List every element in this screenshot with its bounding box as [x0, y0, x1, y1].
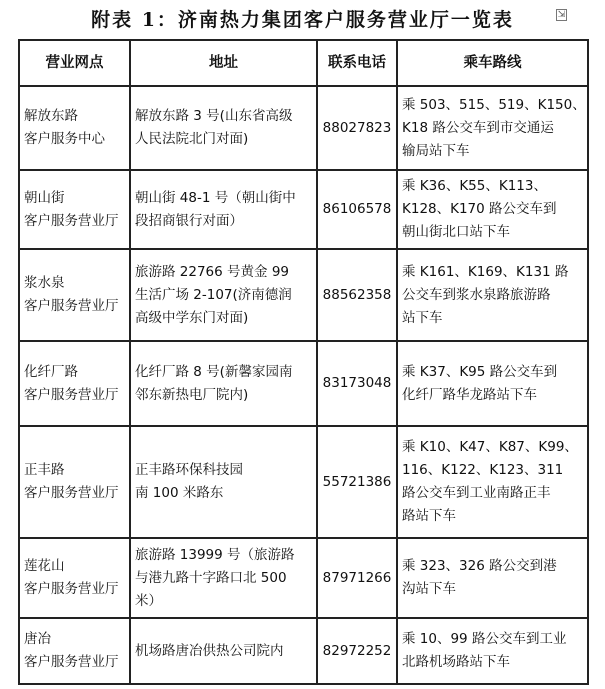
- phone-cell: 83173048: [317, 341, 397, 426]
- phone-cell: 88027823: [317, 86, 397, 170]
- branch-cell: 唐冶 客户服务营业厅: [19, 618, 130, 684]
- branch-cell: 莲花山 客户服务营业厅: [19, 538, 130, 618]
- branch-cell: 解放东路 客户服务中心: [19, 86, 130, 170]
- address-cell: 机场路唐冶供热公司院内: [130, 618, 317, 684]
- table-row: [19, 341, 588, 426]
- route-cell: 乘 10、99 路公交车到工业 北路机场路站下车: [397, 618, 588, 684]
- table-row: [19, 86, 588, 170]
- column-header-phone: 联系电话: [317, 40, 397, 86]
- table-header-row: [19, 40, 588, 86]
- branch-table: [18, 39, 589, 685]
- address-cell: 朝山街 48-1 号（朝山街中 段招商银行对面）: [130, 170, 317, 249]
- table-row: [19, 538, 588, 618]
- table-row: [19, 170, 588, 249]
- route-cell: 乘 K10、K47、K87、K99、 116、K122、K123、311 路公交车到工业南路正丰 路站下车: [397, 426, 588, 538]
- address-cell: 旅游路 22766 号黄金 99 生活广场 2-107(济南德润 高级中学东门对面): [130, 249, 317, 341]
- phone-cell: 88562358: [317, 249, 397, 341]
- table-row: [19, 249, 588, 341]
- address-cell: 解放东路 3 号(山东省高级 人民法院北门对面): [130, 86, 317, 170]
- branch-cell: 化纤厂路 客户服务营业厅: [19, 341, 130, 426]
- column-header-branch: 营业网点: [19, 40, 130, 86]
- phone-cell: 86106578: [317, 170, 397, 249]
- table-row: [19, 426, 588, 538]
- address-cell: 正丰路环保科技园 南 100 米路东: [130, 426, 317, 538]
- branch-cell: 朝山街 客户服务营业厅: [19, 170, 130, 249]
- table-row: [19, 618, 588, 684]
- column-header-address: 地址: [130, 40, 317, 86]
- address-cell: 化纤厂路 8 号(新馨家园南 邻东新热电厂院内): [130, 341, 317, 426]
- address-cell: 旅游路 13999 号（旅游路 与港九路十字路口北 500 米）: [130, 538, 317, 618]
- branch-cell: 浆水泉 客户服务营业厅: [19, 249, 130, 341]
- route-cell: 乘 K161、K169、K131 路 公交车到浆水泉路旅游路 站下车: [397, 249, 588, 341]
- phone-cell: 55721386: [317, 426, 397, 538]
- phone-cell: 87971266: [317, 538, 397, 618]
- phone-cell: 82972252: [317, 618, 397, 684]
- route-cell: 乘 K36、K55、K113、 K128、K170 路公交车到 朝山街北口站下车: [397, 170, 588, 249]
- route-cell: 乘 503、515、519、K150、 K18 路公交车到市交通运 输局站下车: [397, 86, 588, 170]
- route-cell: 乘 K37、K95 路公交车到 化纤厂路华龙路站下车: [397, 341, 588, 426]
- expand-icon[interactable]: ⇲: [557, 10, 566, 20]
- column-header-route: 乘车路线: [397, 40, 588, 86]
- route-cell: 乘 323、326 路公交到港 沟站下车: [397, 538, 588, 618]
- branch-cell: 正丰路 客户服务营业厅: [19, 426, 130, 538]
- page-title: 附表 1：济南热力集团客户服务营业厅一览表: [91, 9, 514, 31]
